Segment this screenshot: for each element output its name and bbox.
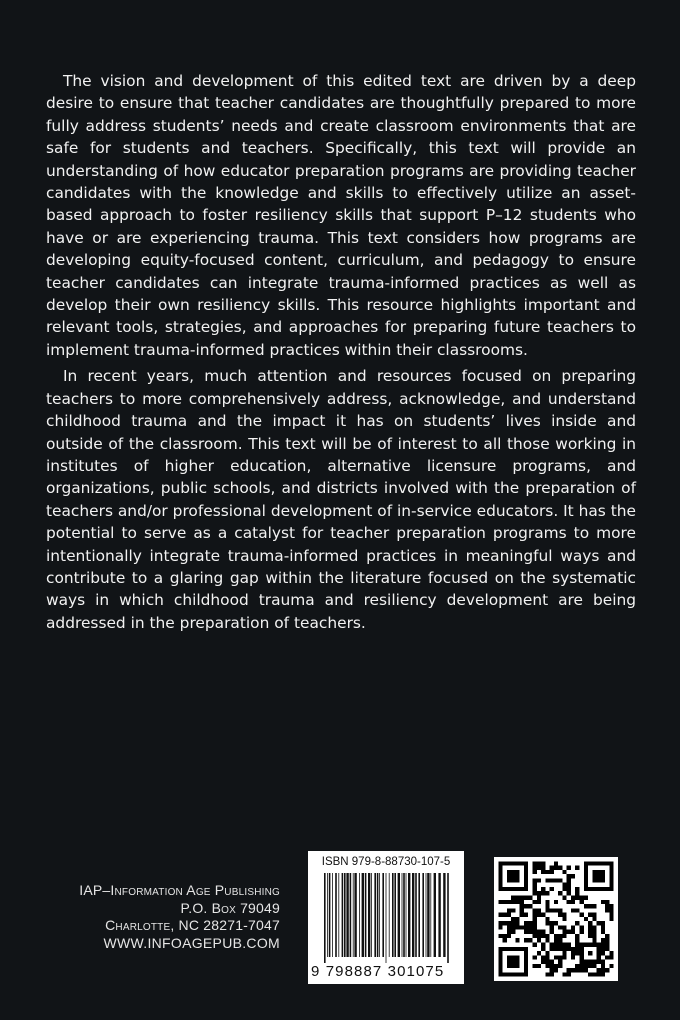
blurb-paragraph-2: In recent years, much attention and resources focused on preparing teachers to more comprehensively address, acknowledge, and understand childhood trauma and the impact it has on students’ lives inside and outside of the classroom. This text will be of interest to all those working in institutes of higher education, alternative licensure programs, and organizations, public schools, and districts involved with the preparation of teachers and/or professional development of in-service educators. It has the potential to serve as a catalyst for teacher preparation programs to more intentionally integrate trauma-informed practices in meaningful ways and contribute to a glaring gap within the literature focused on the systematic ways in which childhood trauma and resiliency development are being addressed in the preparation of teachers. bbox=[46, 367, 636, 632]
barcode-digits: 9 798887 301075 bbox=[311, 963, 445, 980]
isbn-barcode bbox=[308, 851, 464, 984]
publisher-website: WWW.INFOAGEPUB.COM bbox=[103, 934, 280, 951]
barcode-bars bbox=[322, 873, 450, 963]
back-cover-blurb bbox=[46, 70, 636, 638]
isbn-label: ISBN 979-8-88730-107-5 bbox=[321, 856, 451, 868]
qr-code bbox=[494, 857, 618, 981]
publisher-name: IAP–Information Age Publishing bbox=[79, 882, 280, 898]
publisher-address bbox=[40, 882, 280, 952]
publisher-city: Charlotte, NC 28271-7047 bbox=[105, 917, 280, 933]
publisher-po-box: P.O. Box 79049 bbox=[180, 899, 280, 916]
blurb-paragraph-1: The vision and development of this edited text are driven by a deep desire to ensure that teacher candidates are thoughtfully prepared to more fully address students’ needs and create classroom environments that are safe for students and teachers. Specifically, this text will provide an understanding of how educator preparation programs are providing teacher candidates with the knowledge and skills to effectively utilize an asset-based approach to foster resiliency skills that support P–12 students who have or are experiencing trauma. This text considers how programs are developing equity-focused content, curriculum, and pedagogy to ensure teacher candidates can integrate trauma-informed practices as well as develop their own resiliency skills. This resource highlights important and relevant tools, strategies, and approaches for preparing future teachers to implement trauma-informed practices within their classrooms. bbox=[46, 72, 636, 359]
